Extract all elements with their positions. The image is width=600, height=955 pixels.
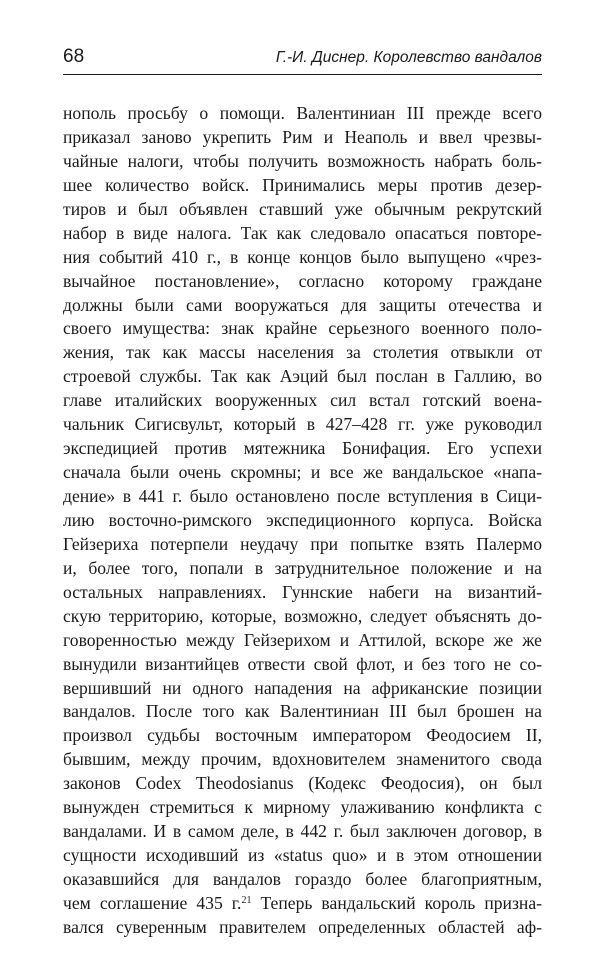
page-number: 68 xyxy=(63,46,85,67)
text-line: чайные налоги, чтобы получить возможность набрать боль- xyxy=(63,150,542,171)
text-line: бывшим, между прочим, вдохновителем знаменитого свода xyxy=(63,749,542,770)
running-title: Г.-И. Диснер. Королевство вандалов xyxy=(275,49,542,66)
text-line: вандалов. После того как Валентиниан III был брошен на xyxy=(63,701,542,722)
text-line: лию восточно-римского экспедиционного корпуса. Войска xyxy=(63,509,542,530)
text-line: вандалами. И в самом деле, в 442 г. был заключен договор, в xyxy=(63,821,542,842)
text-line: тиров и был объявлен ставший уже обычным рекрутский xyxy=(63,198,542,219)
text-line-head: чем соглашение 435 г. xyxy=(63,892,242,913)
text-line: шее количество войск. Принимались меры против дезер- xyxy=(63,174,542,195)
text-line: вычайное постановление», согласно которому граждане xyxy=(63,270,542,291)
text-line: главе италийских вооруженных сил встал готский воена- xyxy=(63,390,542,411)
body-text xyxy=(63,102,542,940)
footnote-reference: 21 xyxy=(241,894,252,906)
text-line: жения, так как массы населения за столетия отвыкли от xyxy=(63,342,542,363)
text-line: произвол судьбы восточным императором Феодосием II, xyxy=(63,725,542,746)
text-line: дение» в 441 г. было остановлено после вступления в Сици- xyxy=(63,486,542,506)
text-line: вынудили византийцев отвести свой флот, и без того не со- xyxy=(63,653,542,674)
text-line: и, более того, попали в затруднительное положение и на xyxy=(63,557,542,578)
page-header xyxy=(63,44,542,75)
text-line: остальных направлениях. Гуннские набеги на византий- xyxy=(63,581,542,602)
text-line: вершивший ни одного нападения на африканские позиции xyxy=(63,677,542,698)
text-line: экспедицией против мятежника Бонифация. Его успехи xyxy=(63,438,542,459)
text-line: приказал заново укрепить Рим и Неаполь и ввел чрезвы- xyxy=(63,126,542,147)
text-line: сначала были очень скромны; и все же вандальское «напа- xyxy=(63,462,542,483)
text-line: должны были сами вооружаться для защиты отечества и xyxy=(63,294,542,315)
text-line: оказавшийся для вандалов гораздо более благоприятным, xyxy=(63,869,542,889)
text-line: вынужден стремиться к мирному улаживанию конфликта с xyxy=(63,797,542,818)
text-line: своего имущества: знак крайне серьезного военного поло- xyxy=(63,318,542,339)
text-line: говоренностью между Гейзерихом и Аттилой, вскоре же же xyxy=(63,629,542,650)
text-line: ния событий 410 г., в конце концов было выпущено «чрез- xyxy=(63,246,542,267)
text-line: законов Codex Theodosianus (Кодекс Феодосия), он был xyxy=(63,773,542,794)
text-line: строевой службы. Так как Аэций был послан в Галлию, во xyxy=(63,366,542,387)
text-line: вался суверенным правителем определенных областей аф- xyxy=(63,916,542,937)
text-line: скую территорию, которые, возможно, следует объяснять до- xyxy=(63,605,542,626)
text-line: чальник Сигисвульт, который в 427–428 гг. уже руководил xyxy=(63,414,542,435)
text-line-with-footnote xyxy=(63,892,542,916)
text-line: Гейзериха потерпели неудачу при попытке взять Палермо xyxy=(63,533,542,554)
text-line: сущности исходивший из «status quo» и в этом отношении xyxy=(63,845,542,866)
text-line: набор в виде налога. Так как следовало опасаться повторе- xyxy=(63,222,542,243)
text-line-tail: Теперь вандальский король призна- xyxy=(251,892,542,913)
text-line: нополь просьбу о помощи. Валентиниан III прежде всего xyxy=(63,103,542,123)
